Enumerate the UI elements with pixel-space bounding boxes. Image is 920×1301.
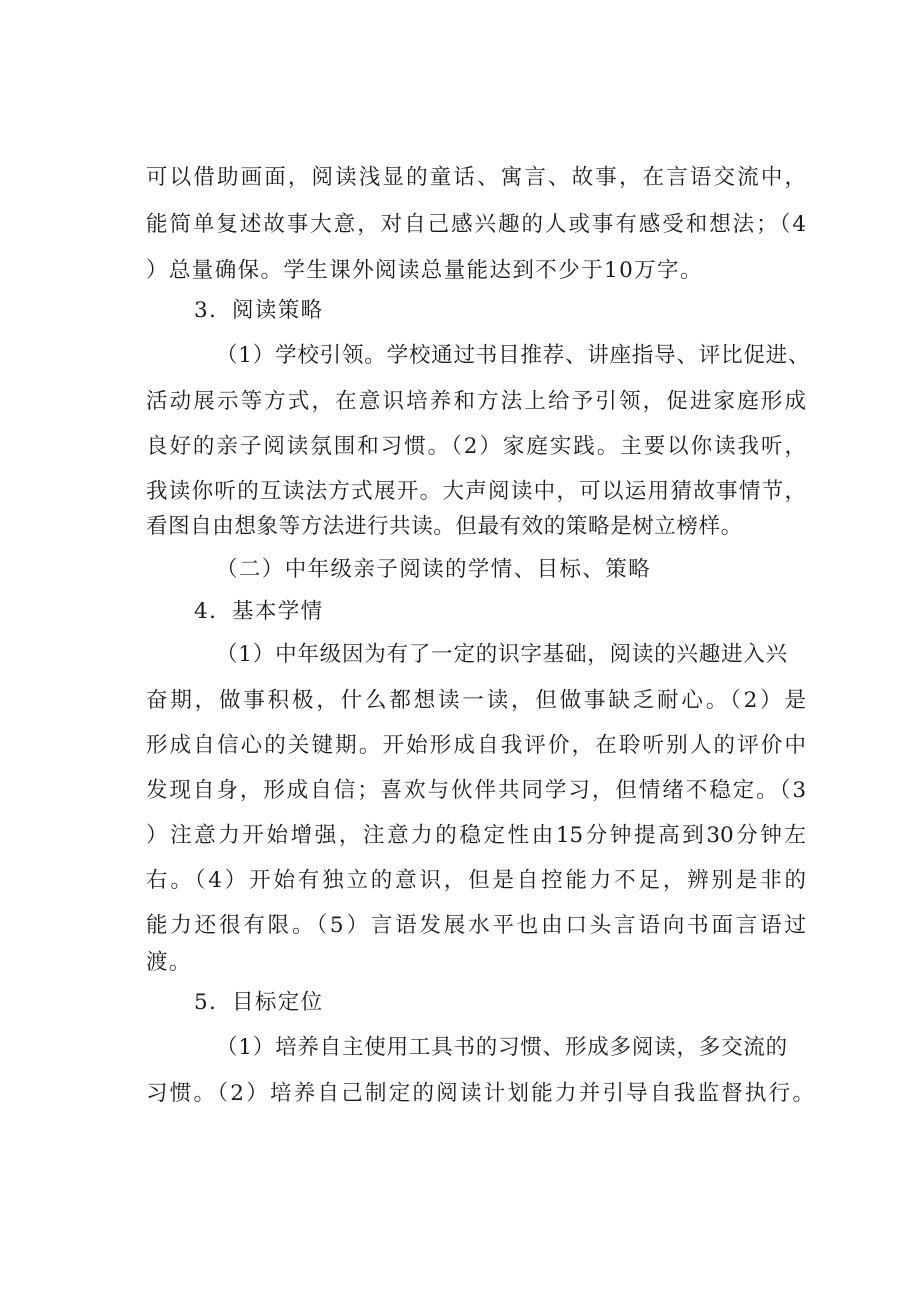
text-line: 渡。 [146,950,192,975]
text-line: 习惯。（2）培养自己制定的阅读计划能力并引导自我监督执行。 [146,1081,814,1106]
text-line: 可以借助画面，阅读浅显的童话、寓言、故事，在言语交流中， [146,165,806,190]
text-line: ）总量确保。学生课外阅读总量能达到不少于10万字。 [146,258,703,283]
text-line: 右。（4）开始有独立的意识，但是自控能力不足，辨别是非的 [146,868,806,893]
text-line: 能力还很有限。（5）言语发展水平也由口头言语向书面言语过 [146,913,806,938]
section-heading: 3．阅读策略 [194,298,324,323]
text-line: 良好的亲子阅读氛围和习惯。（2）家庭实践。主要以你读我听， [146,434,806,459]
text-line: 奋期，做事积极，什么都想读一读，但做事缺乏耐心。（2）是 [146,688,806,713]
text-line: 活动展示等方式，在意识培养和方法上给予引领，促进家庭形成 [146,389,806,414]
section-heading: 4．基本学情 [194,599,324,624]
text-line: （1）学校引领。学校通过书目推荐、讲座指导、评比促进、 [216,343,811,368]
text-line: （1）培养自主使用工具书的习惯、形成多阅读，多交流的 [216,1035,788,1060]
text-line: 我读你听的互读法方式展开。大声阅读中，可以运用猜故事情节， [146,479,806,504]
text-line: 看图自由想象等方法进行共读。但最有效的策略是树立榜样。 [146,514,743,539]
text-line: ）注意力开始增强，注意力的稳定性由15分钟提高到30分钟左 [146,823,806,848]
text-line: 发现自身，形成自信；喜欢与伙伴共同学习，但情绪不稳定。（3 [146,778,806,803]
text-line: 形成自信心的关键期。开始形成自我评价，在聆听别人的评价中 [146,733,806,758]
section-heading: 5．目标定位 [194,990,324,1015]
text-line: 能简单复述故事大意，对自己感兴趣的人或事有感受和想法；（4 [146,212,806,237]
section-heading: （二）中年级亲子阅读的学情、目标、策略 [216,557,652,582]
text-line: （1）中年级因为有了一定的识字基础，阅读的兴趣进入兴 [216,642,788,667]
